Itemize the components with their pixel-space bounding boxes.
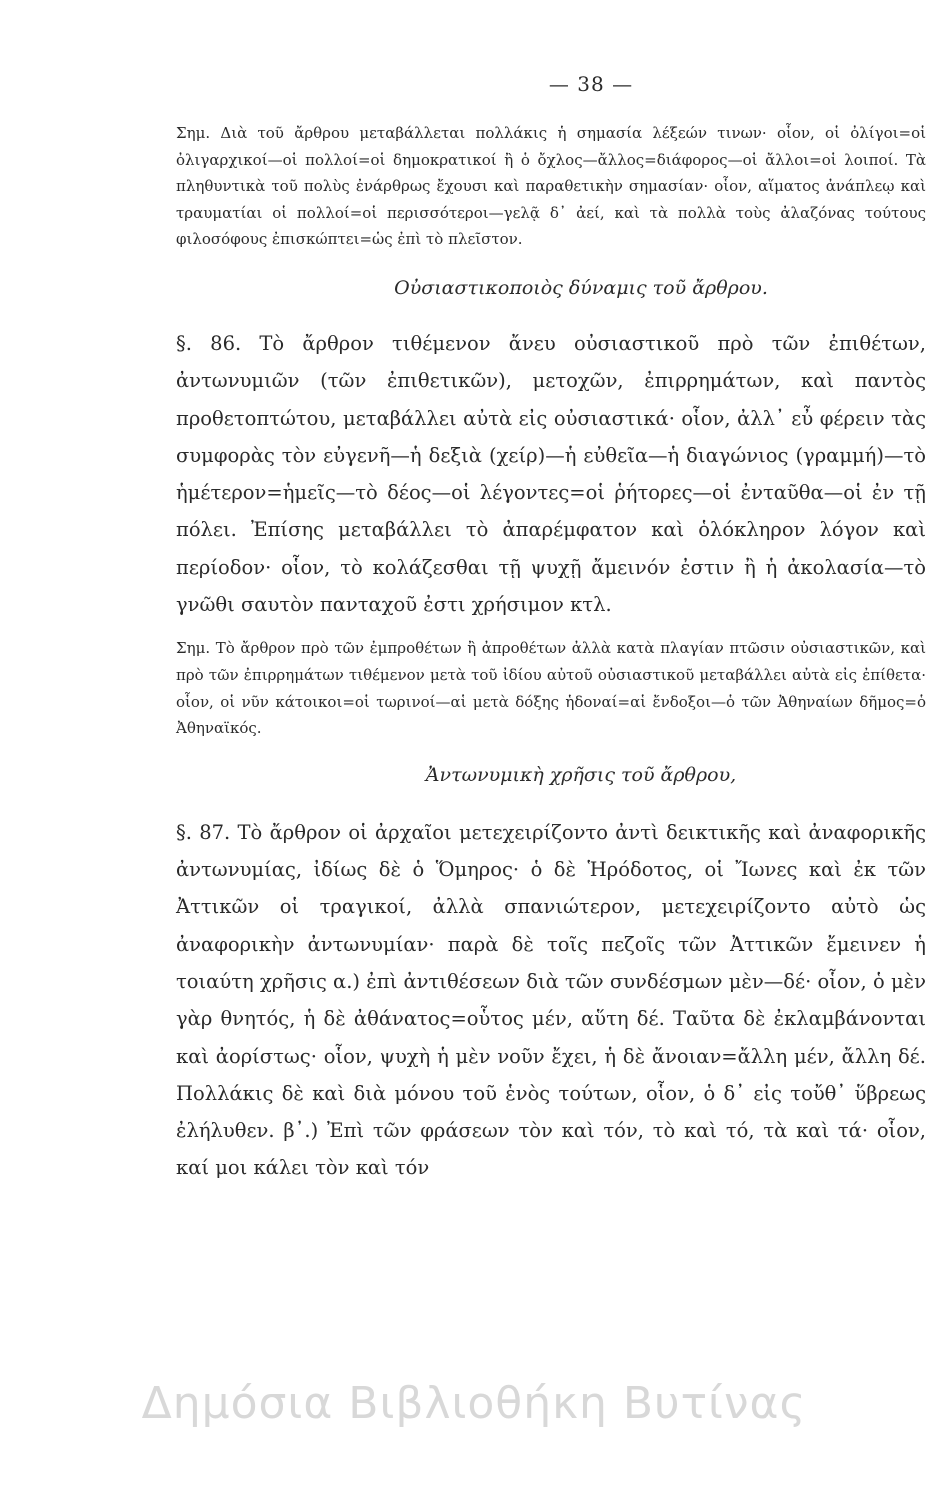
paragraph-86: §. 86. Τὸ ἄρθρον τιθέμενον ἄνευ οὐσιαστικοῦ πρὸ τῶν ἐπιθέτων, ἀντωνυμιῶν (τῶν ἐπιθετικῶν), μετοχῶν, ἐπιρρημάτων, καὶ παντὸς προθετοπτώτου, μεταβάλλει αὐτὰ εἰς οὐσιαστικά· οἷον, ἀλλ᾽ εὖ φέρειν τὰς συμφορὰς τὸν εὐγενῆ—ἡ δεξιὰ (χείρ)—ἡ εὐθεῖα—ἡ διαγώνιος (γραμμή)—τὸ ἡμέτερον=ἡμεῖς—τὸ δέος—οἱ λέγοντες=οἱ ῥήτορες—οἱ ἐνταῦθα—οἱ ἐν τῇ πόλει. Ἐπίσης μεταβάλλει τὸ ἀπαρέμφατον καὶ ὁλόκληρον λόγον καὶ περίοδον· οἷον, τὸ κολάζεσθαι τῇ ψυχῇ ἄμεινόν ἐστιν ἢ ἡ ἀκολασία—τὸ γνῶθι σαυτὸν πανταχοῦ ἐστι χρήσιμον κτλ. xyxy=(176,331,926,617)
section-heading-1: Οὐσιαστικοποιὸς δύναμις τοῦ ἄρθρου. xyxy=(394,276,768,299)
section-heading-2: Ἀντωνυμικὴ χρῆσις τοῦ ἄρθρου, xyxy=(425,763,737,786)
paragraph-87: §. 87. Τὸ ἄρθρον οἱ ἀρχαῖοι μετεχειρίζοντο ἀντὶ δεικτικῆς καὶ ἀναφορικῆς ἀντωνυμίας, ἰδίως δὲ ὁ Ὅμηρος· ὁ δὲ Ἡρόδοτος, οἱ Ἴωνες καὶ ἐκ τῶν Ἀττικῶν οἱ τραγικοί, ἀλλὰ σπανιώτερον, μετεχειρίζοντο αὐτὸ ὡς ἀναφορικὴν ἀντωνυμίαν· παρὰ δὲ τοῖς πεζοῖς τῶν Ἀττικῶν ἔμεινεν ἡ τοιαύτη χρῆσις α.) ἐπὶ ἀντιθέσεων διὰ τῶν συνδέσμων μὲν—δέ· οἷον, ὁ μὲν γὰρ θνητός, ἡ δὲ ἀθάνατος=οὗτος μέν, αὕτη δέ. Ταῦτα δὲ ἐκλαμβάνονται καὶ ἀορίστως· οἷον, ψυχὴ ἡ μὲν νοῦν ἔχει, ἡ δὲ ἄνοιαν=ἄλλη μέν, ἄλλη δέ. Πολλάκις δὲ καὶ διὰ μόνου τοῦ ἑνὸς τούτων, οἷον, ὁ δ᾽ εἰς τοὔθ᾽ ὕβρεως ἐλήλυθεν. β᾽.) Ἐπὶ τῶν φράσεων τὸν καὶ τόν, τὸ καὶ τό, τὰ καὶ τά· οἷον, καί μοι κάλει τὸν καὶ τόν xyxy=(176,820,926,1180)
note-paragraph-1: Σημ. Διὰ τοῦ ἄρθρου μεταβάλλεται πολλάκις ἡ σημασία λέξεών τινων· οἷον, οἱ ὀλίγοι=οἱ ὀλιγαρχικοί—οἱ πολλοί=οἱ δημοκρατικοί ἢ ὁ ὄχλος—ἄλλος=διάφορος—οἱ ἄλλοι=οἱ λοιποί. Τὰ πληθυντικὰ τοῦ πολὺς ἐνάρθρως ἔχουσι καὶ παραθετικὴν σημασίαν· οἷον, αἵματος ἀνάπλεῳ καὶ τραυματίαι οἱ πολλοί=οἱ περισσότεροι—γελᾷ δ᾽ ἀεί, καὶ τὰ πολλὰ τοὺς ἀλαζόνας τούτους φιλοσόφους ἐπισκώπτει=ὡς ἐπὶ τὸ πλεῖστον. xyxy=(176,124,926,249)
library-watermark: Δημόσια Βιβλιοθήκη Βυτίνας xyxy=(141,1378,807,1429)
page-number: — 38 — xyxy=(548,72,634,96)
note-paragraph-2: Σημ. Τὸ ἄρθρον πρὸ τῶν ἐμπροθέτων ἢ ἀπροθέτων ἀλλὰ κατὰ πλαγίαν πτῶσιν οὐσιαστικῶν, καὶ πρὸ τῶν ἐπιρρημάτων τιθέμενον μετὰ τοῦ ἰδίου αὐτοῦ οὐσιαστικοῦ μεταβάλλει αὐτὰ εἰς ἐπίθετα· οἷον, οἱ νῦν κάτοικοι=οἱ τωρινοί—αἱ μετὰ δόξης ἡδοναί=αἱ ἔνδοξοι—ὁ τῶν Ἀθηναίων δῆμος=ὁ Ἀθηναϊκός. xyxy=(176,639,926,738)
